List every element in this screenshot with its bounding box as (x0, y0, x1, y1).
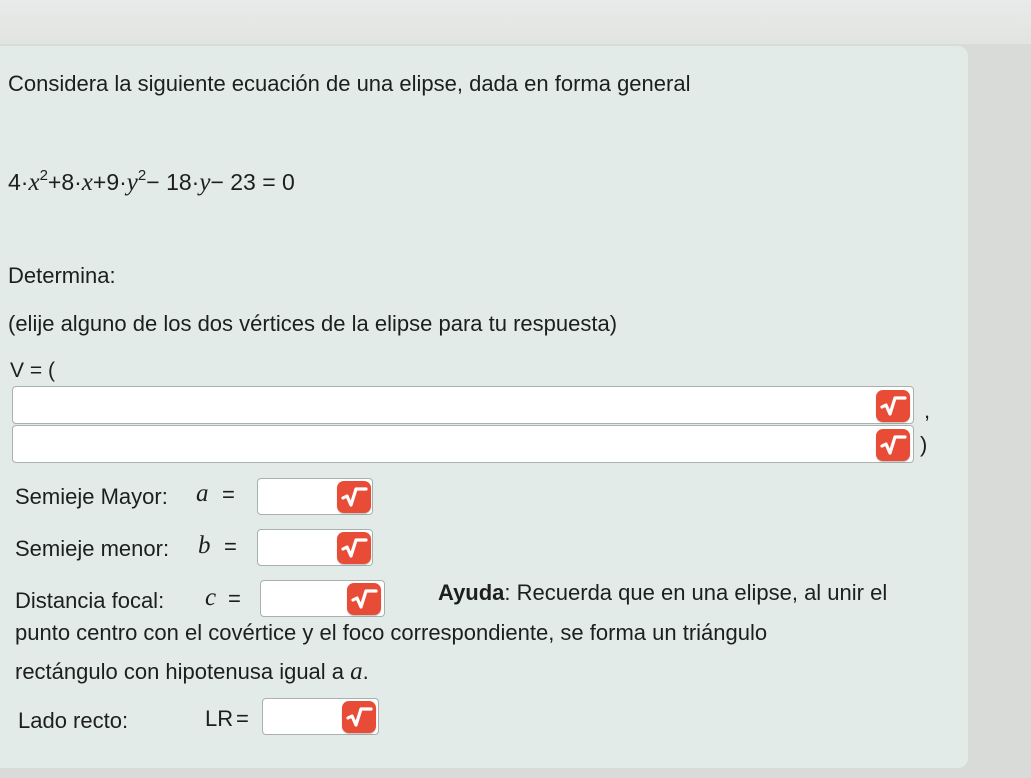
square-root-icon (876, 429, 910, 461)
ayuda-line-3-var: a (350, 658, 363, 685)
eq-term-3-exp: 2 (137, 167, 147, 184)
ayuda-line-1 (438, 580, 887, 606)
top-strip (0, 0, 1031, 44)
semieje-menor-sqrt-button[interactable] (337, 532, 371, 564)
lado-recto-label: Lado recto: (18, 708, 129, 733)
vertex-y-sqrt-button[interactable] (876, 429, 910, 461)
vertex-x-input[interactable] (12, 386, 914, 424)
instruction-text: (elije alguno de los dos vértices de la elipse para tu respuesta) (8, 311, 618, 336)
square-root-icon (337, 532, 371, 564)
eq-term-2-var: x (81, 169, 93, 196)
distancia-focal-label: Distancia focal: (15, 588, 165, 613)
square-root-icon (342, 701, 376, 733)
ayuda-line-3 (15, 659, 369, 685)
determina-heading: Determina: (8, 263, 116, 288)
eq-term-3-var: y (126, 169, 138, 196)
eq-term-2: +8· (47, 169, 82, 195)
eq-term-1-exp: 2 (39, 167, 48, 184)
ayuda-line-2: punto centro con el covértice y el foco correspondiente, se forma un triángulo (15, 620, 768, 645)
vertex-y-input[interactable] (12, 425, 914, 463)
eq-term-1-coef: 4· (8, 169, 29, 195)
intro-text: Considera la siguiente ecuación de una elipse, dada en forma general (8, 71, 691, 96)
vertex-label: V = ( (10, 359, 55, 382)
square-root-icon (337, 481, 371, 513)
ayuda-line-3-suffix: . (362, 659, 369, 684)
vertex-x-sqrt-button[interactable] (876, 390, 910, 422)
eq-term-4: − 18· (146, 169, 200, 195)
eq-term-5: − 23 = 0 (210, 169, 295, 195)
eq-term-1-var: x (28, 169, 40, 196)
ayuda-line-1-text: : Recuerda que en una elipse, al unir el (504, 580, 888, 605)
lado-recto-equals: = (236, 706, 249, 731)
semieje-mayor-equals: = (222, 482, 235, 507)
vertex-close-paren: ) (920, 432, 928, 457)
semieje-menor-var: b (198, 532, 211, 559)
eq-term-4-var: y (199, 169, 211, 196)
semieje-menor-equals: = (224, 534, 237, 559)
semieje-mayor-var: a (196, 480, 209, 507)
semieje-mayor-label: Semieje Mayor: (15, 484, 168, 509)
ellipse-equation (8, 168, 295, 200)
ayuda-bold: Ayuda (438, 580, 505, 605)
lado-recto-sqrt-button[interactable] (342, 701, 376, 733)
square-root-icon (347, 583, 381, 615)
square-root-icon (876, 390, 910, 422)
distancia-focal-sqrt-button[interactable] (347, 583, 381, 615)
vertex-comma: , (924, 398, 931, 423)
distancia-focal-equals: = (228, 586, 241, 611)
semieje-menor-label: Semieje menor: (15, 536, 170, 561)
eq-term-3: +9· (92, 169, 127, 195)
lado-recto-var: LR (205, 706, 234, 731)
ayuda-line-3-prefix: rectángulo con hipotenusa igual a (15, 659, 351, 684)
semieje-mayor-sqrt-button[interactable] (337, 481, 371, 513)
distancia-focal-var: c (205, 584, 217, 611)
